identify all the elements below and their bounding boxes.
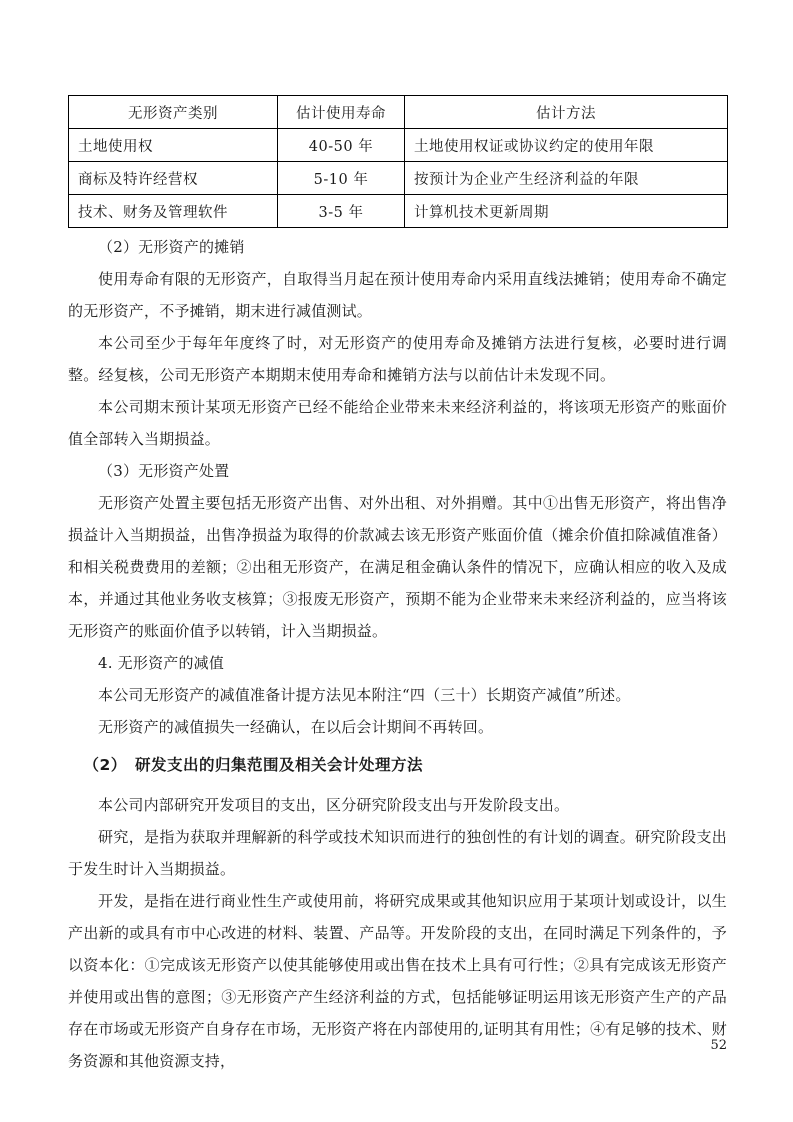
table-row (69, 129, 728, 162)
paragraph-impairment-method: 本公司无形资产的减值准备计提方法见本附注“四（三十）长期资产减值”所述。 (98, 686, 631, 704)
document-content (68, 95, 727, 1077)
table-cell-category: 商标及特许经营权 (69, 162, 278, 195)
table-cell-method: 按预计为企业产生经济利益的年限 (405, 162, 728, 195)
table-cell-useful-life: 3-5 年 (278, 195, 405, 228)
table-header-useful-life: 估计使用寿命 (278, 96, 405, 129)
paragraph-research-definition: 研究，是指为获取并理解新的科学或技术知识而进行的独创性的有计划的调查。研究阶段支出于发生时计入当期损益。 (68, 828, 727, 878)
paragraph-rd-classification: 本公司内部研究开发项目的支出，区分研究阶段支出与开发阶段支出。 (98, 796, 570, 814)
subheading-impairment: 4. 无形资产的减值 (98, 654, 225, 672)
paragraph-annual-review: 本公司至少于每年年度终了时，对无形资产的使用寿命及摊销方法进行复核，必要时进行调整。经复核，公司无形资产本期期末使用寿命和摊销方法与以前估计未发现不同。 (68, 334, 727, 384)
page-number: 52 (710, 1038, 727, 1053)
table-row (69, 162, 728, 195)
paragraph-disposal-details: 无形资产处置主要包括无形资产出售、对外出租、对外捐赠。其中①出售无形资产，将出售净损益计入当期损益，出售净损益为取得的价款减去该无形资产账面价值（摊余价值扣除减值准备）和相关税费费用的差额；②出租无形资产，在满足租金确认条件的情况下，应确认相应的收入及成本，并通过其他业务收支核算；③报废无形资产，预期不能为企业带来未来经济利益的，应当将该无形资产的账面价值予以转销，计入当期损益。 (68, 494, 727, 640)
subheading-amortization: （2）无形资产的摊销 (98, 238, 245, 256)
table-cell-method: 土地使用权证或协议约定的使用年限 (405, 129, 728, 162)
table-header-method: 估计方法 (405, 96, 728, 129)
paragraph-development-definition: 开发，是指在进行商业性生产或使用前，将研究成果或其他知识应用于某项计划或设计，以生产出新的或具有市中心改进的材料、装置、产品等。开发阶段的支出，在同时满足下列条件的，予以资本化：①完成该无形资产以使其能够使用或出售在技术上具有可行性；②具有完成该无形资产并使用或出售的意图；③无形资产产生经济利益的方式，包括能够证明运用该无形资产生产的产品存在市场或无形资产自身存在市场，无形资产将在内部使用的,证明其有用性；④有足够的技术、财务资源和其他资源支持， (68, 892, 727, 1070)
table-header-row (69, 96, 728, 129)
subheading-disposal: （3）无形资产处置 (98, 462, 230, 480)
table-cell-useful-life: 5-10 年 (278, 162, 405, 195)
table-row (69, 195, 728, 228)
paragraph-impairment-no-reversal: 无形资产的减值损失一经确认，在以后会计期间不再转回。 (98, 718, 494, 736)
table-cell-method: 计算机技术更新周期 (405, 195, 728, 228)
section-heading-rd-expenditure: （2） 研发支出的归集范围及相关会计处理方法 (83, 756, 424, 774)
table-header-category: 无形资产类别 (69, 96, 278, 129)
table-cell-category: 技术、财务及管理软件 (69, 195, 278, 228)
paragraph-amortization-policy: 使用寿命有限的无形资产，自取得当月起在预计使用寿命内采用直线法摊销；使用寿命不确定的无形资产，不予摊销，期末进行减值测试。 (68, 270, 727, 320)
paragraph-derecognition: 本公司期末预计某项无形资产已经不能给企业带来未来经济利益的，将该项无形资产的账面价值全部转入当期损益。 (68, 398, 727, 448)
table-cell-category: 土地使用权 (69, 129, 278, 162)
table-cell-useful-life: 40-50 年 (278, 129, 405, 162)
intangible-assets-table (68, 95, 728, 228)
